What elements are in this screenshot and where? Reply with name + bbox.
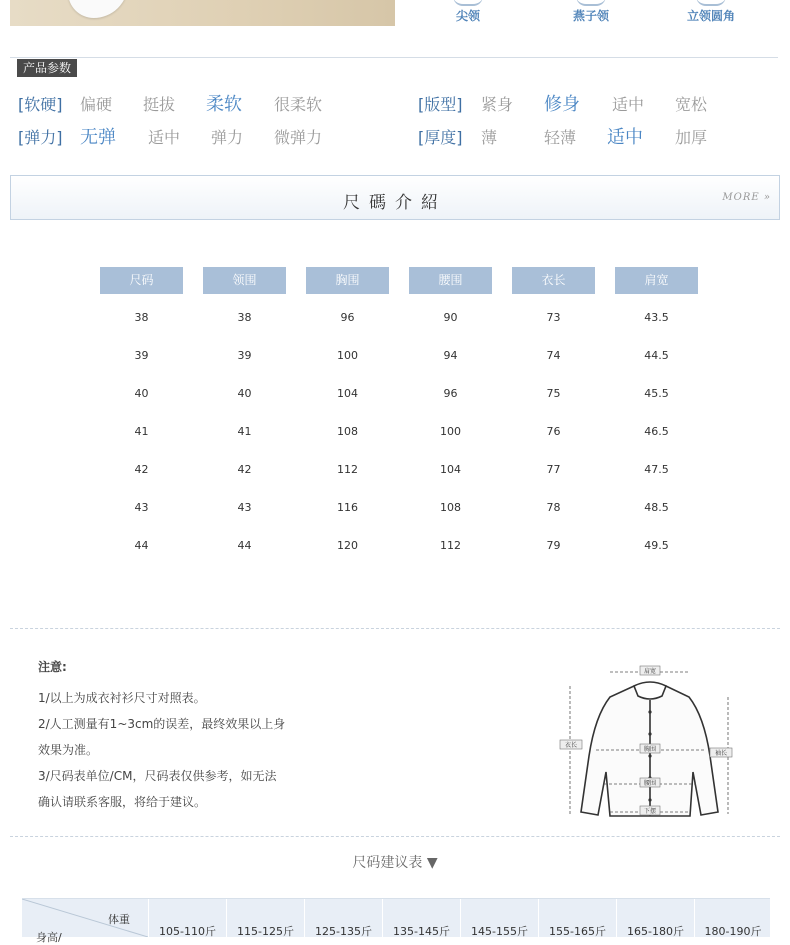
collar-option-label: 燕子领 bbox=[572, 9, 609, 23]
softness-option: 挺拔 bbox=[143, 95, 176, 114]
thickness-option: 加厚 bbox=[675, 128, 708, 147]
thickness-label: [厚度] bbox=[418, 128, 463, 147]
size-cell: 104 bbox=[337, 387, 358, 400]
size-table-row bbox=[0, 349, 790, 363]
size-cell: 79 bbox=[546, 539, 561, 552]
notes-title: 注意: bbox=[38, 660, 67, 674]
size-cell: 94 bbox=[443, 349, 458, 362]
fit-option: 宽松 bbox=[675, 95, 708, 114]
collar-option-label: 尖领 bbox=[455, 9, 480, 23]
weight-value: 145-155斤 bbox=[471, 925, 528, 938]
size-table-row bbox=[0, 425, 790, 439]
thickness-option: 薄 bbox=[481, 128, 498, 147]
size-cell: 38 bbox=[134, 311, 149, 324]
weight-cell bbox=[226, 899, 304, 937]
elastic-label: [弹力] bbox=[18, 128, 63, 147]
weight-cell bbox=[148, 899, 226, 937]
size-table-row bbox=[0, 463, 790, 477]
size-cell: 43 bbox=[237, 501, 252, 514]
size-cell: 96 bbox=[340, 311, 355, 324]
size-cell: 112 bbox=[337, 463, 358, 476]
softness-selected: 柔软 bbox=[206, 94, 242, 115]
fit-option: 适中 bbox=[612, 95, 645, 114]
divider bbox=[10, 836, 780, 837]
size-cell: 75 bbox=[546, 387, 561, 400]
collar-option-label: 立领圆角 bbox=[686, 9, 735, 23]
elastic-option: 弹力 bbox=[211, 128, 244, 147]
collar-icon bbox=[453, 0, 483, 6]
size-cell: 112 bbox=[440, 539, 461, 552]
size-cell: 44 bbox=[237, 539, 252, 552]
notes-line: 3/尺码表单位/CM，尺码表仅供参考，如无法 bbox=[38, 769, 277, 783]
size-cell: 43 bbox=[134, 501, 149, 514]
divider bbox=[10, 57, 778, 58]
weight-value: 155-165斤 bbox=[549, 925, 606, 938]
softness-option: 偏硬 bbox=[80, 95, 113, 114]
size-cell: 100 bbox=[337, 349, 358, 362]
size-cell: 74 bbox=[546, 349, 561, 362]
size-table-row bbox=[0, 539, 790, 553]
params-tag: 产品参数 bbox=[17, 59, 77, 77]
size-cell: 78 bbox=[546, 501, 561, 514]
diagram-label-chest: 胸围 bbox=[643, 746, 657, 753]
size-cell: 44 bbox=[134, 539, 149, 552]
size-cell: 45.5 bbox=[644, 387, 669, 400]
size-cell: 40 bbox=[134, 387, 149, 400]
size-intro-title: 尺碼介紹 bbox=[343, 193, 447, 213]
notes-line: 1/以上为成衣衬衫尺寸对照表。 bbox=[38, 691, 206, 705]
size-cell: 116 bbox=[337, 501, 358, 514]
recommend-table bbox=[22, 898, 770, 944]
thickness-selected: 适中 bbox=[607, 127, 643, 148]
weight-value: 125-135斤 bbox=[315, 925, 372, 938]
product-photo-strip bbox=[10, 0, 395, 26]
collar-icon bbox=[576, 0, 606, 6]
size-table-header: 肩宽 bbox=[615, 267, 698, 294]
diagram-label-waist: 腰围 bbox=[643, 780, 657, 787]
size-cell: 46.5 bbox=[644, 425, 669, 438]
size-cell: 73 bbox=[546, 311, 561, 324]
size-table-header: 衣长 bbox=[512, 267, 595, 294]
size-cell: 104 bbox=[440, 463, 461, 476]
size-cell: 108 bbox=[337, 425, 358, 438]
size-cell: 96 bbox=[443, 387, 458, 400]
size-table-row bbox=[0, 311, 790, 325]
params-row-2 bbox=[0, 125, 790, 149]
size-cell: 41 bbox=[237, 425, 252, 438]
softness-label: [软硬] bbox=[18, 95, 63, 114]
size-cell: 76 bbox=[546, 425, 561, 438]
weight-cell bbox=[460, 899, 538, 937]
size-cell: 77 bbox=[546, 463, 561, 476]
size-cell: 108 bbox=[440, 501, 461, 514]
notes-line: 2/人工测量有1~3cm的误差，最终效果以上身 bbox=[38, 717, 286, 731]
params-row-1 bbox=[0, 92, 790, 116]
collar-option-pointed[interactable] bbox=[408, 0, 528, 24]
elastic-option: 微弹力 bbox=[274, 128, 323, 147]
weight-value: 105-110斤 bbox=[159, 925, 216, 938]
weight-cell bbox=[382, 899, 460, 937]
collar-option-swallow[interactable] bbox=[531, 0, 651, 24]
weight-cell bbox=[694, 899, 771, 937]
size-notes bbox=[38, 658, 298, 815]
weight-cell bbox=[538, 899, 616, 937]
diagram-label-sleeve: 袖长 bbox=[714, 750, 728, 757]
recommend-corner-cell bbox=[22, 899, 148, 944]
elastic-selected: 无弹 bbox=[80, 127, 116, 148]
fit-label: [版型] bbox=[418, 95, 463, 114]
shirt-measurement-diagram bbox=[558, 664, 740, 824]
size-cell: 49.5 bbox=[644, 539, 669, 552]
size-cell: 48.5 bbox=[644, 501, 669, 514]
height-label: 身高/ bbox=[36, 931, 62, 944]
fit-selected: 修身 bbox=[544, 94, 580, 115]
weight-cell bbox=[616, 899, 694, 937]
divider bbox=[10, 628, 780, 629]
size-table-row bbox=[0, 501, 790, 515]
size-intro-banner bbox=[10, 175, 780, 220]
weight-value: 115-125斤 bbox=[237, 925, 294, 938]
size-cell: 38 bbox=[237, 311, 252, 324]
weight-value: 135-145斤 bbox=[393, 925, 450, 938]
size-cell: 100 bbox=[440, 425, 461, 438]
weight-value: 165-180斤 bbox=[627, 925, 684, 938]
diagram-label-length: 衣长 bbox=[564, 742, 578, 749]
thickness-option: 轻薄 bbox=[544, 128, 577, 147]
size-cell: 39 bbox=[134, 349, 149, 362]
size-cell: 120 bbox=[337, 539, 358, 552]
diagram-label-shoulder: 肩宽 bbox=[643, 668, 657, 675]
size-cell: 47.5 bbox=[644, 463, 669, 476]
more-link[interactable]: MORE » bbox=[722, 192, 771, 203]
softness-option: 很柔软 bbox=[274, 95, 323, 114]
size-cell: 42 bbox=[237, 463, 252, 476]
size-cell: 39 bbox=[237, 349, 252, 362]
collar-option-stand[interactable] bbox=[651, 0, 771, 24]
size-cell: 44.5 bbox=[644, 349, 669, 362]
size-cell: 40 bbox=[237, 387, 252, 400]
collar-icon bbox=[696, 0, 726, 6]
size-table-header: 腰围 bbox=[409, 267, 492, 294]
notes-line: 确认请联系客服，将给于建议。 bbox=[38, 795, 207, 809]
size-cell: 41 bbox=[134, 425, 149, 438]
recommend-title[interactable]: 尺码建议表 ▼ bbox=[352, 855, 438, 871]
weight-value: 180-190斤 bbox=[704, 925, 762, 938]
size-cell: 43.5 bbox=[644, 311, 669, 324]
size-table-row bbox=[0, 387, 790, 401]
size-cell: 42 bbox=[134, 463, 149, 476]
elastic-option: 适中 bbox=[148, 128, 181, 147]
weight-cell bbox=[304, 899, 382, 937]
diagram-label-hem: 下摆 bbox=[643, 808, 657, 815]
fit-option: 紧身 bbox=[481, 95, 514, 114]
size-cell: 90 bbox=[443, 311, 458, 324]
size-table-header: 胸围 bbox=[306, 267, 389, 294]
size-table-header: 领围 bbox=[203, 267, 286, 294]
weight-label: 体重 bbox=[108, 913, 130, 926]
size-table-header: 尺码 bbox=[100, 267, 183, 294]
notes-line: 效果为准。 bbox=[38, 743, 99, 757]
